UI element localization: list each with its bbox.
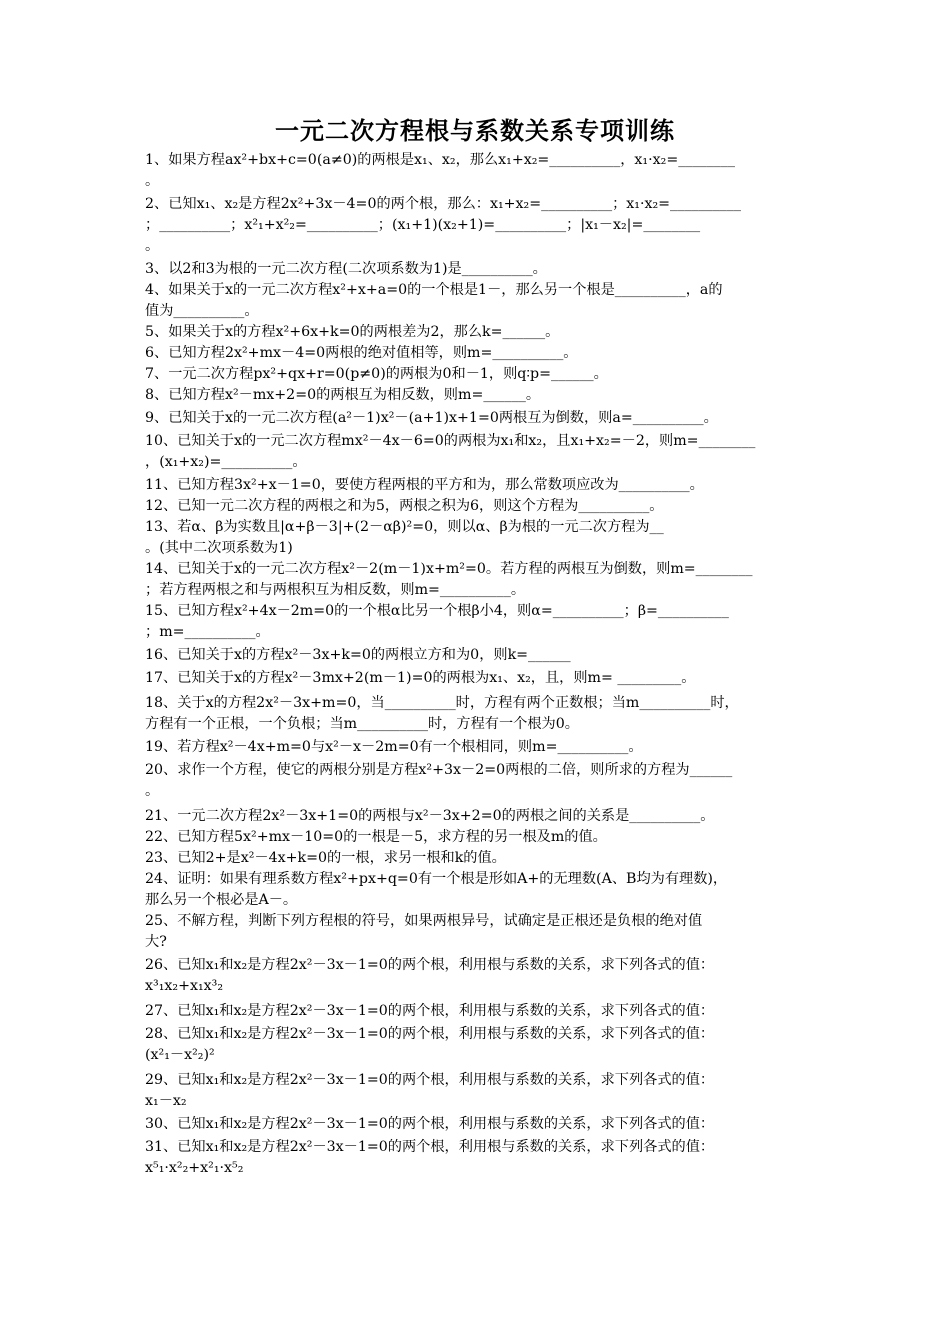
q25-line-1: 25、不解方程，判断下列方程根的符号，如果两根异号，试确定是正根还是负根的绝对值: [145, 913, 703, 929]
q27-line: 27、已知x₁和x₂是方程2x²－3x－1=0的两个根，利用根与系数的关系，求下列各式的值：: [145, 1003, 715, 1019]
q24-line-1: 24、证明：如果有理系数方程x²+px+q=0有一个根是形如A+的无理数(A、B均为有理数)，: [145, 871, 728, 887]
q2-line-1: 2、已知x₁、x₂是方程2x²+3x－4=0的两个根，那么：x₁+x₂=__________；x₁·x₂=__________: [145, 196, 741, 212]
q3-line: 3、以2和3为根的一元二次方程(二次项系数为1)是__________。: [145, 261, 547, 277]
q14-line-1: 14、已知关于x的一元二次方程x²－2(m－1)x+m²=0。若方程的两根互为倒数，则m=________: [145, 561, 753, 577]
q10-line-2: ，(x₁+x₂)=__________。: [145, 454, 307, 470]
q10-line-1: 10、已知关于x的一元二次方程mx²－4x－6=0的两根为x₁和x₂，且x₁+x₂=－2，则m=________: [145, 433, 756, 449]
q2-line-3: 。: [145, 238, 160, 254]
q28-expression: (x²₁－x²₂)²: [145, 1047, 215, 1063]
q22-line: 22、已知方程5x²+mx－10=0的一根是－5，求方程的另一根及m的值。: [145, 829, 607, 845]
q29-expression: x₁－x₂: [145, 1093, 187, 1109]
q7-line: 7、一元二次方程px²+qx+r=0(p≠0)的两根为0和－1，则q∶p=______。: [145, 366, 608, 382]
q15-line-1: 15、已知方程x²+4x－2m=0的一个根α比另一个根β小4，则α=__________；β=__________: [145, 603, 729, 619]
q30-line: 30、已知x₁和x₂是方程2x²－3x－1=0的两个根，利用根与系数的关系，求下列各式的值：: [145, 1116, 715, 1132]
q18-line-1: 18、关于x的方程2x²－3x+m=0，当__________时，方程有两个正数根；当m__________时，: [145, 695, 739, 711]
page-title: 一元二次方程根与系数关系专项训练: [275, 116, 675, 145]
q5-line: 5、如果关于x的方程x²+6x+k=0的两根差为2，那么k=______。: [145, 324, 560, 340]
q15-line-2: ；m=__________。: [145, 624, 270, 640]
q8-line: 8、已知方程x²－mx+2=0的两根互为相反数，则m=______。: [145, 387, 541, 403]
q6-line: 6、已知方程2x²+mx－4=0两根的绝对值相等，则m=__________。: [145, 345, 578, 361]
q24-line-2: 那么另一个根必是A－。: [145, 892, 298, 908]
q20-line-1: 20、求作一个方程，使它的两根分别是方程x²+3x－2=0两根的二倍，则所求的方程为______: [145, 762, 733, 778]
q20-line-2: 。: [145, 783, 160, 799]
q13-line-1: 13、若α、β为实数且|α+β－3|+(2－αβ)²=0，则以α、β为根的一元二次方程为__: [145, 519, 664, 535]
q21-line: 21、一元二次方程2x²－3x+1=0的两根与x²－3x+2=0的两根之间的关系是__________。: [145, 808, 715, 824]
q1-line-2: 。: [145, 173, 160, 189]
q13-line-2: 。(其中二次项系数为1): [145, 540, 293, 556]
q26-expression: x³₁x₂+x₁x³₂: [145, 978, 224, 994]
q29-line-1: 29、已知x₁和x₂是方程2x²－3x－1=0的两个根，利用根与系数的关系，求下列各式的值：: [145, 1072, 715, 1088]
q16-line: 16、已知关于x的方程x²－3x+k=0的两根立方和为0，则k=______: [145, 647, 571, 663]
q28-line-1: 28、已知x₁和x₂是方程2x²－3x－1=0的两个根，利用根与系数的关系，求下列各式的值：: [145, 1026, 715, 1042]
q9-line: 9、已知关于x的一元二次方程(a²－1)x²－(a+1)x+1=0两根互为倒数，则a=__________。: [145, 410, 718, 426]
q4-line-1: 4、如果关于x的一元二次方程x²+x+a=0的一个根是1－，那么另一个根是__________，a的: [145, 282, 723, 298]
q31-expression: x⁵₁·x²₂+x²₁·x⁵₂: [145, 1160, 244, 1176]
q4-line-2: 值为__________。: [145, 303, 259, 319]
q18-line-2: 方程有一个正根，一个负根；当m__________时，方程有一个根为0。: [145, 716, 579, 732]
exercise-list: [145, 150, 815, 1179]
q11-line: 11、已知方程3x²+x－1=0，要使方程两根的平方和为，那么常数项应改为__________。: [145, 477, 704, 493]
q31-line-1: 31、已知x₁和x₂是方程2x²－3x－1=0的两个根，利用根与系数的关系，求下列各式的值：: [145, 1139, 715, 1155]
q23-line: 23、已知2+是x²－4x+k=0的一根，求另一根和k的值。: [145, 850, 506, 866]
q12-line: 12、已知一元二次方程的两根之和为5，两根之积为6，则这个方程为__________。: [145, 498, 664, 514]
q14-line-2: ；若方程两根之和与两根积互为相反数，则m=__________。: [145, 582, 526, 598]
q1-line-1: 1、如果方程ax²+bx+c=0(a≠0)的两根是x₁、x₂，那么x₁+x₂=__________，x₁·x₂=________: [145, 152, 735, 168]
q17-line: 17、已知关于x的方程x²－3mx+2(m－1)=0的两根为x₁、x₂，且，则m= _________。: [145, 670, 696, 686]
q26-line-1: 26、已知x₁和x₂是方程2x²－3x－1=0的两个根，利用根与系数的关系，求下列各式的值：: [145, 957, 715, 973]
q19-line: 19、若方程x²－4x+m=0与x²－x－2m=0有一个根相同，则m=__________。: [145, 739, 643, 755]
q25-line-2: 大?: [145, 934, 167, 950]
q2-line-2: ；__________；x²₁+x²₂=__________；(x₁+1)(x₂+1)=__________；|x₁－x₂|=________: [145, 217, 701, 233]
